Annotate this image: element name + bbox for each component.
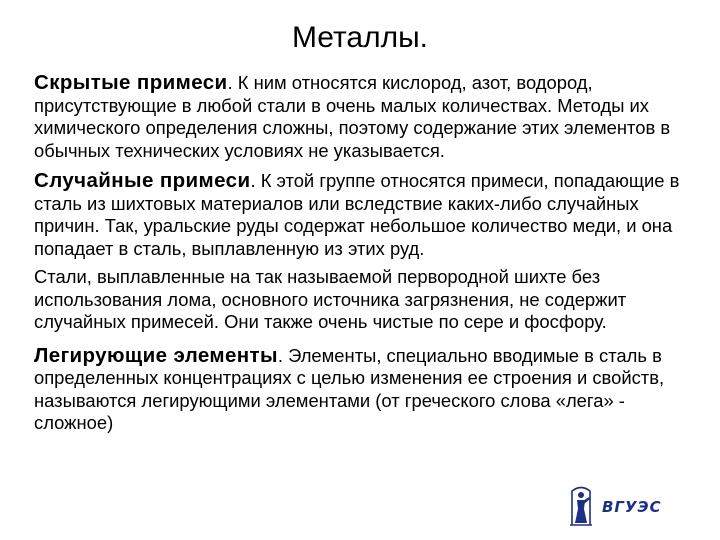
university-logo [562,485,672,527]
text-virgin-charge: Стали, выплавленные на так называемой первородной шихте без использования лома, основного источника загрязнения, не содержит случайных примесей. Они также очень чистые по сере и фосфору. [34,266,627,332]
heading-alloying-elements: Легирующие элементы [34,343,278,367]
text-hidden-impurities: . К ним относятся кислород, азот, водород, присутствующие в любой стали в очень малых количествах. Методы их химического определения сложны, поэтому содержание этих элементов в обычных технических условиях не указывается. [34,72,671,161]
university-logo-text: ВГУЭС [602,498,662,516]
text-alloying-elements: . Элементы, специально вводимые в сталь в определенных концентрациях с целью изменения ее строения и свойств, называются легирующими элементами (от греческого слова «лега» - сложное) [34,344,665,433]
slide-title: Металлы. [291,21,428,54]
university-logo-icon [568,485,594,527]
heading-random-impurities: Случайные примеси [34,169,251,192]
paragraph-alloying-elements [34,345,686,435]
text-random-impurities: . К этой группе относятся примеси, попадающие в сталь из шихтовых материалов или вследствие каких-либо случайных причин. Так, уральские руды содержат небольшое количество меди, и она попадает в сталь, выплавленную из этих руд. [34,170,680,259]
paragraph-hidden-impurities [34,72,686,162]
heading-hidden-impurities: Скрытые примеси [34,71,228,94]
paragraph-virgin-charge [34,266,686,334]
slide-content [34,72,686,435]
paragraph-random-impurities [34,170,686,260]
